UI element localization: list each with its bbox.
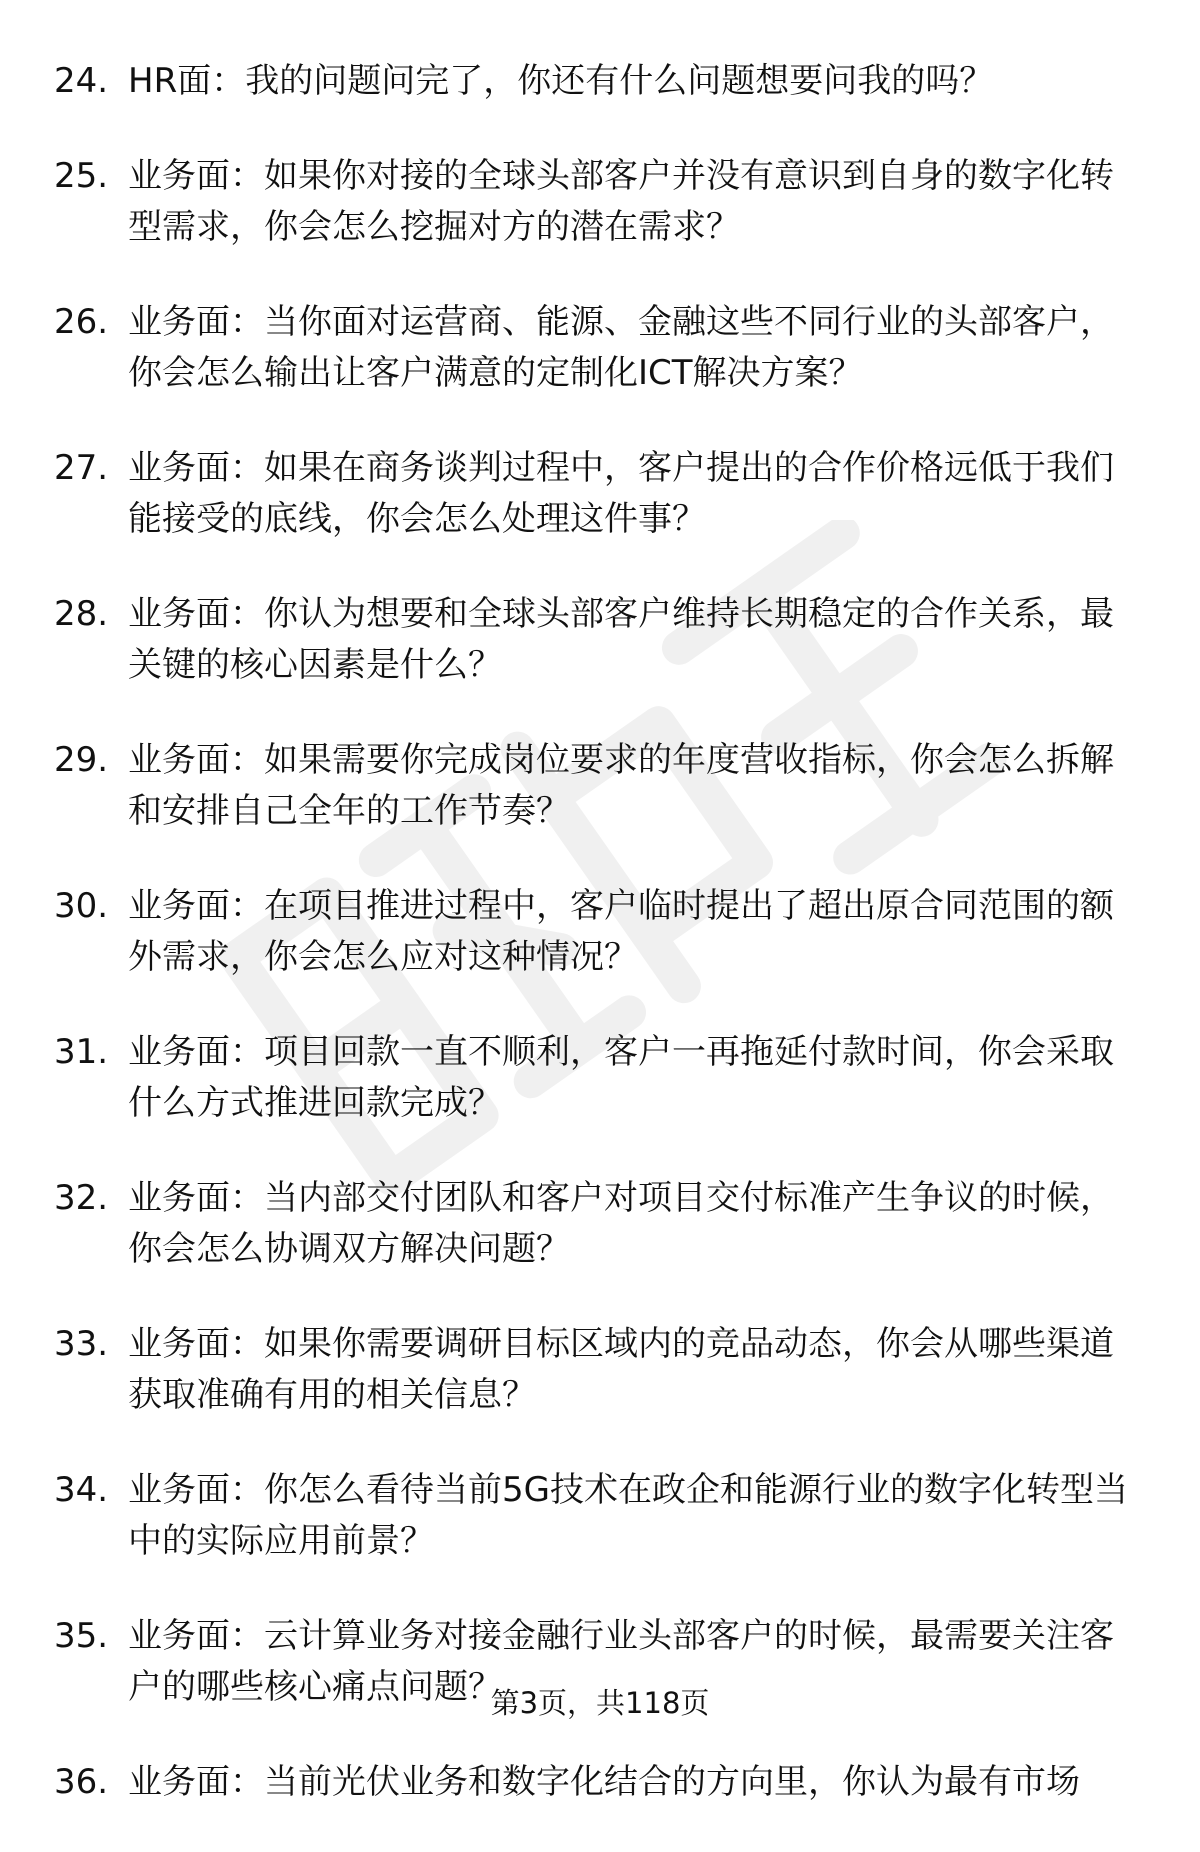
question-text: HR面：我的问题问完了，你还有什么问题想要问我的吗？ bbox=[128, 61, 994, 101]
list-item bbox=[0, 1319, 1200, 1421]
page-footer: 第3页，共118页 bbox=[490, 1686, 710, 1720]
list-item bbox=[0, 297, 1200, 399]
question-number: 34. bbox=[54, 1470, 109, 1510]
list-item bbox=[0, 589, 1200, 691]
question-list bbox=[0, 56, 1200, 1852]
question-text: 业务面：项目回款一直不顺利，客户一再拖延付款时间，你会采取什么方式推进回款完成？ bbox=[128, 1032, 1114, 1123]
question-text: 业务面：如果你对接的全球头部客户并没有意识到自身的数字化转型需求，你会怎么挖掘对方的潜在需求？ bbox=[128, 156, 1114, 247]
question-number: 28. bbox=[54, 594, 109, 634]
question-text: 业务面：如果在商务谈判过程中，客户提出的合作价格远低于我们能接受的底线，你会怎么处理这件事？ bbox=[128, 448, 1114, 539]
question-text: 业务面：当你面对运营商、能源、金融这些不同行业的头部客户，你会怎么输出让客户满意的定制化ICT解决方案？ bbox=[128, 302, 1114, 393]
question-number: 31. bbox=[54, 1032, 109, 1072]
list-item bbox=[0, 735, 1200, 837]
question-number: 29. bbox=[54, 740, 109, 780]
question-number: 30. bbox=[54, 886, 109, 926]
question-text: 业务面：在项目推进过程中，客户临时提出了超出原合同范围的额外需求，你会怎么应对这种情况？ bbox=[128, 886, 1114, 977]
question-number: 33. bbox=[54, 1324, 109, 1364]
list-item bbox=[0, 1027, 1200, 1129]
question-number: 35. bbox=[54, 1616, 109, 1656]
list-item bbox=[0, 151, 1200, 253]
list-item bbox=[0, 1757, 1200, 1808]
question-number: 36. bbox=[54, 1762, 109, 1802]
question-number: 32. bbox=[54, 1178, 109, 1218]
question-text: 业务面：你怎么看待当前5G技术在政企和能源行业的数字化转型当中的实际应用前景？ bbox=[128, 1470, 1128, 1561]
question-text: 业务面：你认为想要和全球头部客户维持长期稳定的合作关系，最关键的核心因素是什么？ bbox=[128, 594, 1114, 685]
question-text: 业务面：云计算业务对接金融行业头部客户的时候，最需要关注客户的哪些核心痛点问题？ bbox=[128, 1616, 1114, 1707]
list-item bbox=[0, 1173, 1200, 1275]
question-number: 25. bbox=[54, 156, 109, 196]
question-number: 24. bbox=[54, 61, 109, 101]
question-number: 26. bbox=[54, 302, 109, 342]
list-item bbox=[0, 56, 1200, 107]
list-item bbox=[0, 443, 1200, 545]
list-item bbox=[0, 881, 1200, 983]
question-text: 业务面：如果需要你完成岗位要求的年度营收指标，你会怎么拆解和安排自己全年的工作节奏？ bbox=[128, 740, 1114, 831]
list-item bbox=[0, 1465, 1200, 1567]
question-text: 业务面：如果你需要调研目标区域内的竞品动态，你会从哪些渠道获取准确有用的相关信息？ bbox=[128, 1324, 1114, 1415]
question-text: 业务面：当前光伏业务和数字化结合的方向里，你认为最有市场 bbox=[128, 1762, 1080, 1802]
question-number: 27. bbox=[54, 448, 109, 488]
question-text: 业务面：当内部交付团队和客户对项目交付标准产生争议的时候，你会怎么协调双方解决问题？ bbox=[128, 1178, 1114, 1269]
